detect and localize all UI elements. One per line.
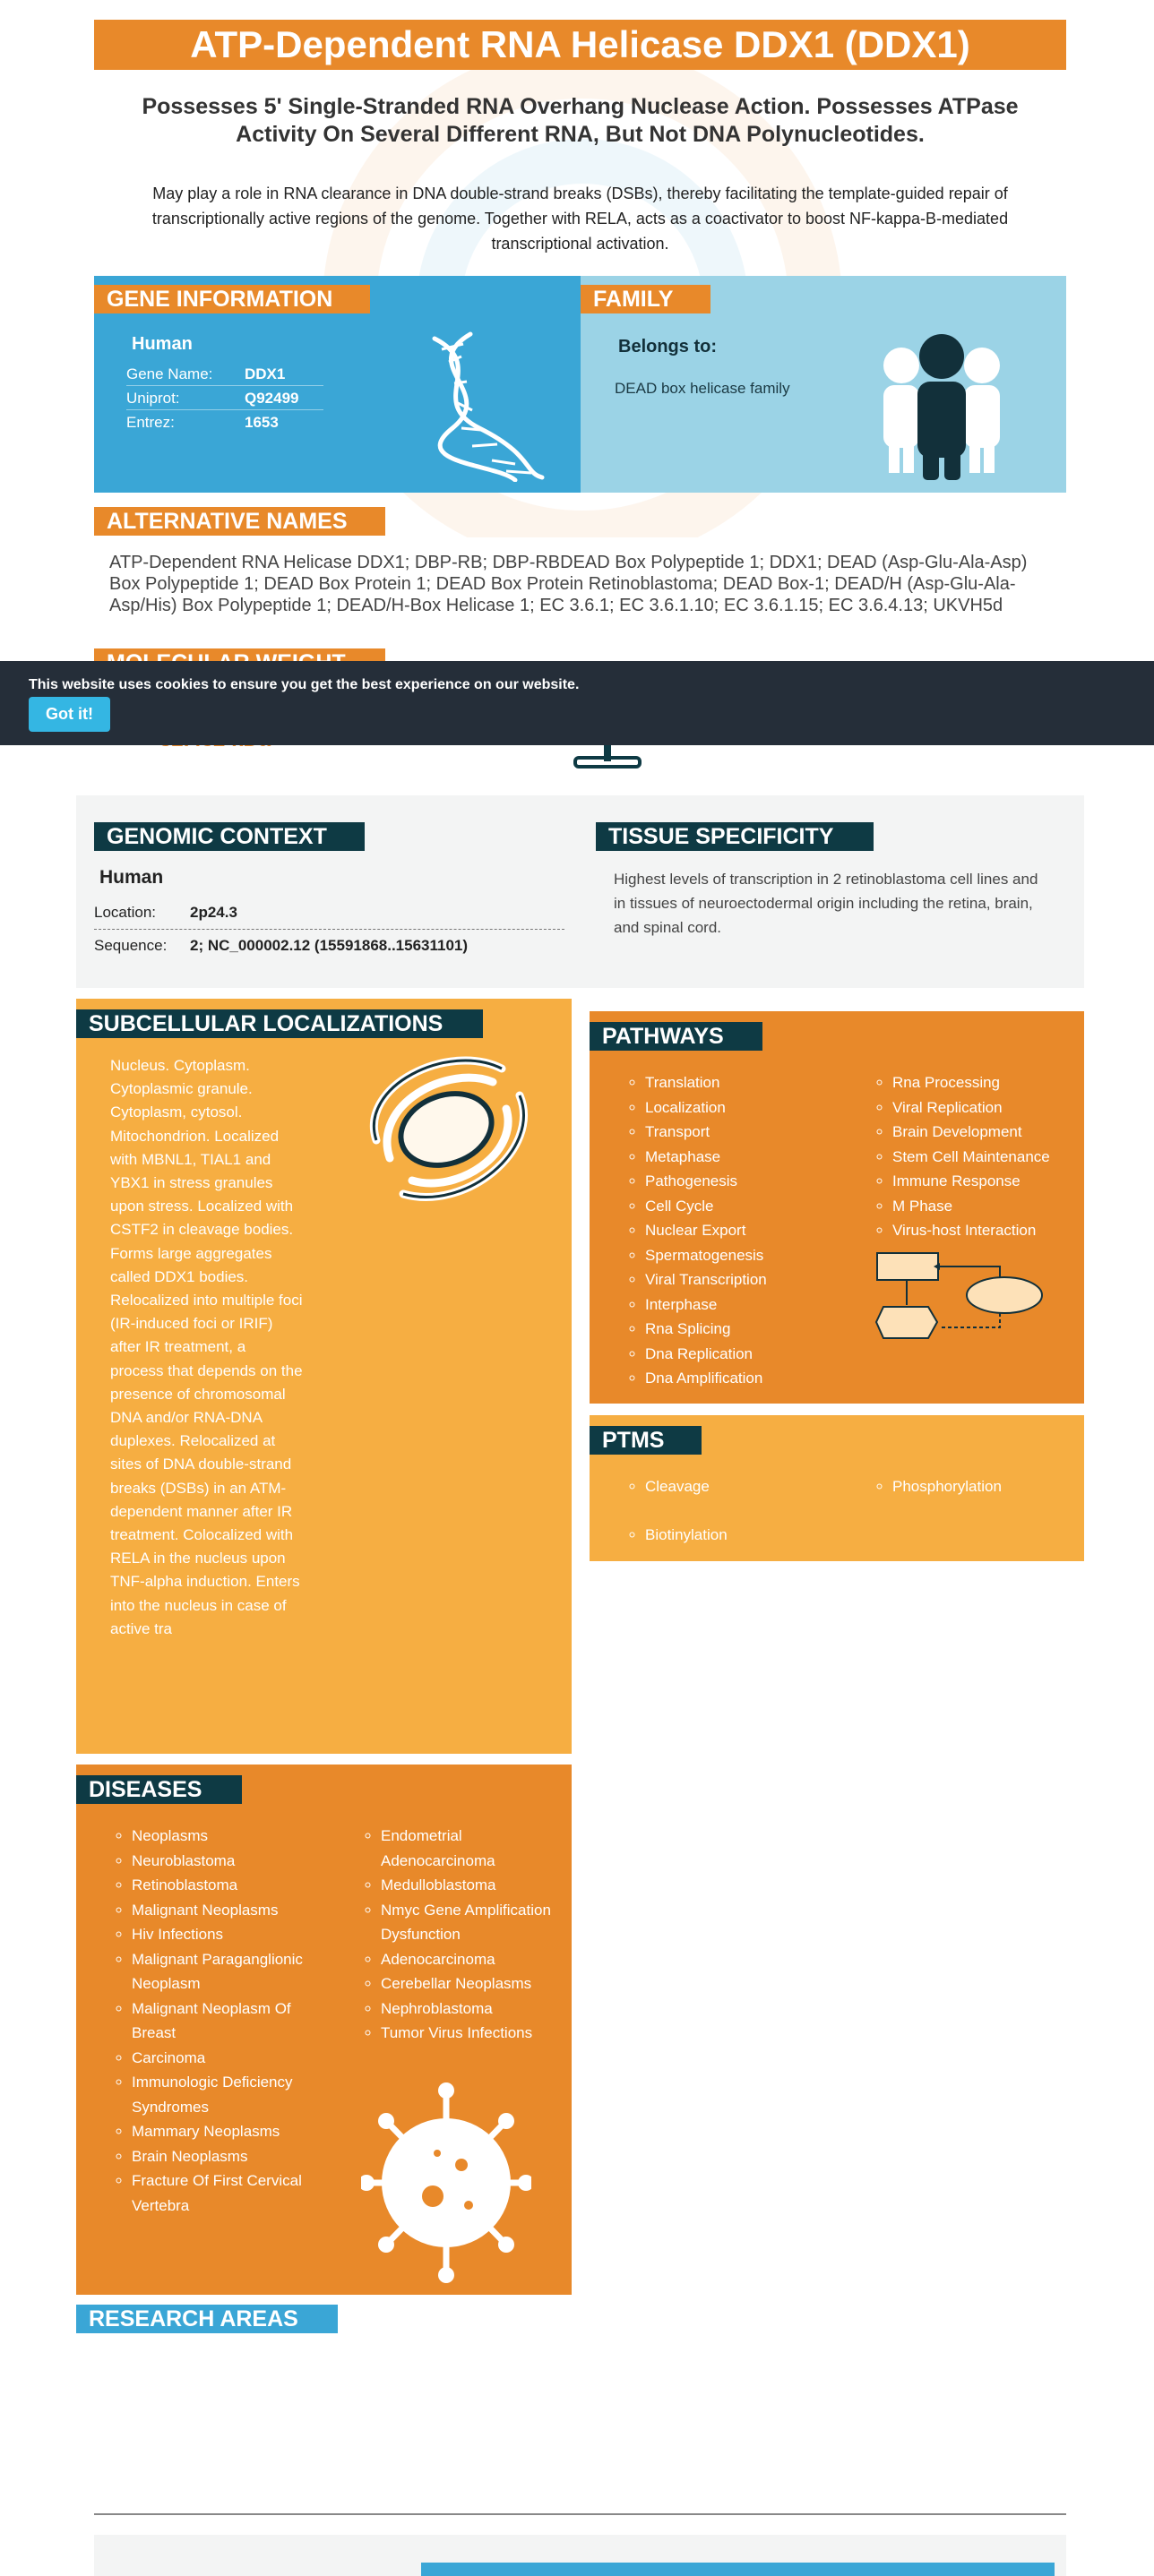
pathway-item: ◦ Viral Replication [892,1095,1082,1121]
subcellular-panel [76,999,572,1754]
cookie-message: This website uses cookies to ensure you get the best experience on our website. [29,677,580,692]
gene-info-row [126,410,323,434]
genomic-value: 2p24.3 [190,904,237,921]
disease-item: ◦ Cerebellar Neoplasms [381,1971,569,1996]
pathways-heading: PATHWAYS [590,1022,762,1051]
genomic-row [94,897,564,929]
disease-item: ◦ Malignant Paraganglionic Neoplasm [132,1947,329,1996]
ptms-list-left [645,1474,878,1570]
pathway-item: ◦ Localization [645,1095,878,1121]
gene-information-panel [94,276,581,493]
pathway-item: ◦ Dna Amplification [645,1366,878,1391]
pathway-item: ◦ Dna Replication [645,1342,878,1367]
pathway-item: ◦ Rna Splicing [645,1317,878,1342]
protein-summary: May play a role in RNA clearance in DNA double-strand breaks (DSBs), thereby facilitating the template-guided repair of transcriptionally active regions of the genome. Together with RELA, acts as a coactivator to boost NF-kappa-B-mediated transcriptional activation. [151,185,1009,253]
disease-item: ◦ Hiv Infections [132,1922,329,1947]
gene-info-table [126,362,323,434]
research-area-item: ◦ Cancer [108,2366,376,2391]
pathway-item: ◦ Spermatogenesis [645,1243,878,1268]
tissue-specificity-text: Highest levels of transcription in 2 retinoblastoma cell lines and in tissues of neuroectodermal origin including the retina, brain, and spinal cord. [614,871,1038,936]
research-areas-heading: RESEARCH AREAS [76,2305,338,2333]
ptm-item: ◦ Biotinylation [645,1523,878,1548]
footer-divider [94,2513,1066,2515]
pathway-item: ◦ Interphase [645,1292,878,1318]
pathway-item: ◦ Virus-host Interaction [892,1218,1082,1243]
pathway-item: ◦ Viral Transcription [645,1267,878,1292]
disease-item: ◦ Mammary Neoplasms [132,2119,329,2144]
genomic-species: Human [99,867,164,888]
tissue-specificity-heading: TISSUE SPECIFICITY [596,822,874,851]
family-belongs-label: Belongs to: [618,337,717,356]
pathways-panel [590,1011,1084,1404]
disease-item: ◦ Malignant Neoplasms [132,1898,329,1923]
dna-helix-icon [417,330,560,482]
pathway-item: ◦ M Phase [892,1194,1082,1219]
ptms-panel [590,1415,1084,1561]
research-area-item: ◦ Neuroscience [108,2391,376,2417]
gene-info-key: Gene Name: [126,365,213,382]
pathways-list-right [892,1070,1082,1243]
research-area-item: ◦ Vision [108,2441,376,2466]
disease-item: ◦ Brain Neoplasms [132,2144,329,2169]
family-value: DEAD box helicase family [615,380,790,397]
genomic-value: 2; NC_000002.12 (15591868..15631101) [190,937,469,954]
diseases-panel [76,1765,572,2295]
protein-function-subtitle: Possesses 5' Single-Stranded RNA Overhang Nuclease Action. Possesses ATPase Activity On Several Different RNA, But Not DNA Polynucleotides. [142,94,1019,147]
genomic-context-heading: GENOMIC CONTEXT [94,822,365,851]
page-title: ATP-Dependent RNA Helicase DDX1 (DDX1) [94,20,1066,70]
people-group-icon [866,330,1018,482]
pathway-item: ◦ Metaphase [645,1145,878,1170]
diseases-list-right [381,1824,569,2046]
cookie-consent-bar [0,661,1154,745]
gene-info-value: DDX1 [245,365,286,382]
disease-item: ◦ Neoplasms [132,1824,329,1849]
gene-info-row [126,362,323,386]
gene-info-value: Q92499 [245,390,299,407]
ptm-item: ◦ Cleavage [645,1474,878,1499]
gene-info-row [126,386,323,410]
disease-item: ◦ Immunologic Deficiency Syndromes [132,2070,329,2119]
research-areas-list [108,2366,376,2465]
gene-info-key: Entrez: [126,414,175,431]
disease-item: ◦ Neuroblastoma [132,1849,329,1874]
family-panel [581,276,1066,493]
disease-item: ◦ Adenocarcinoma [381,1947,569,1972]
disease-item: ◦ Nephroblastoma [381,1996,569,2022]
pathway-item: ◦ Cell Cycle [645,1194,878,1219]
pathway-item: ◦ Pathogenesis [645,1169,878,1194]
pathway-item: ◦ Translation [645,1070,878,1095]
disease-item: ◦ Tumor Virus Infections [381,2021,569,2046]
disease-item: ◦ Carcinoma [132,2046,329,2071]
pathway-item: ◦ Immune Response [892,1169,1082,1194]
family-heading: FAMILY [581,285,710,313]
disease-item: ◦ Retinoblastoma [132,1873,329,1898]
pathway-item: ◦ Brain Development [892,1120,1082,1145]
subcellular-text: Nucleus. Cytoplasm. Cytoplasmic granule. Cytoplasm, cytosol. Mitochondrion. Localized with MBNL1, TIAL1 and YBX1 in stress granules upon stress. Localized with CSTF2 in cleavage bodies. Forms large aggregates called DDX1 bodies. Relocalized into multiple foci (IR-induced foci or IRIF) after IR treatment, a process that depends on the presence of chromosomal DNA and/or RNA-DNA duplexes. Relocalized at sites of DNA double-strand breaks (DSBs) in an ATM-dependent manner after IR treatment. Colocalized with RELA in the nucleus upon TNF-alpha induction. Enters into the nucleus in case of active tra [110,1057,303,1637]
footer-banner [421,2563,1055,2576]
diseases-list-left [132,1824,329,2218]
pathway-item: ◦ Rna Processing [892,1070,1082,1095]
genomic-row [94,929,564,961]
ptms-list-right [892,1474,1082,1499]
disease-item: ◦ Nmyc Gene Amplification Dysfunction [381,1898,569,1947]
research-area-item: ◦ Transcription Factors and Regulators [108,2416,376,2441]
gene-species: Human [132,334,193,354]
genomic-key: Location: [94,904,156,921]
diseases-heading: DISEASES [76,1775,242,1804]
gene-information-heading: GENE INFORMATION [94,285,370,313]
alternative-names-heading: ALTERNATIVE NAMES [94,507,385,536]
cell-organelle-icon [349,1042,542,1212]
subcellular-heading: SUBCELLULAR LOCALIZATIONS [76,1009,483,1038]
disease-item: ◦ Endometrial Adenocarcinoma [381,1824,569,1873]
pathway-item: ◦ Stem Cell Maintenance [892,1145,1082,1170]
pathways-list-left [645,1070,878,1391]
ptm-item: ◦ Phosphorylation [892,1474,1082,1499]
virus-icon [361,2080,531,2286]
disease-item: ◦ Medulloblastoma [381,1873,569,1898]
gene-info-value: 1653 [245,414,279,431]
cookie-accept-button[interactable]: Got it! [29,697,110,732]
gene-info-key: Uniprot: [126,390,180,407]
pathway-item: ◦ Nuclear Export [645,1218,878,1243]
ptms-heading: PTMS [590,1426,702,1455]
pathway-item: ◦ Transport [645,1120,878,1145]
disease-item: ◦ Fracture Of First Cervical Vertebra [132,2168,329,2218]
genomic-tissue-panel [76,795,1084,988]
disease-item: ◦ Malignant Neoplasm Of Breast [132,1996,329,2046]
pathway-flowchart-icon [874,1250,1045,1349]
genomic-key: Sequence: [94,937,168,954]
genomic-context-table [94,897,564,961]
alternative-names-text: ATP-Dependent RNA Helicase DDX1; DBP-RB; DBP-RBDEAD Box Polypeptide 1; DDX1; DEAD (Asp-Glu-Ala-Asp) Box Polypeptide 1; DEAD Box Protein 1; DEAD Box Protein Retinoblastoma; DEAD Box-1; DEAD/H (Asp-Glu-Ala-Asp/His) Box Polypeptide 1; DEAD/H-Box Helicase 1; EC 3.6.1; EC 3.6.1.10; EC 3.6.1.15; EC 3.6.4.13; UKVH5d [109,553,1028,615]
